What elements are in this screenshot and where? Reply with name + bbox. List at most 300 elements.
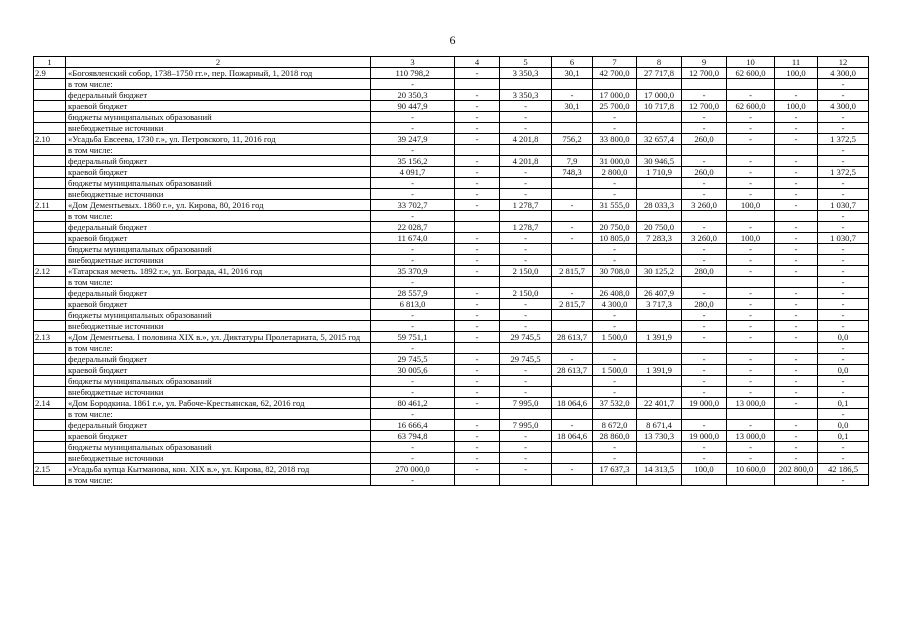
value-cell: - — [727, 255, 775, 266]
value-cell: - — [775, 255, 818, 266]
value-cell: 4 201,8 — [500, 134, 552, 145]
value-cell — [727, 79, 775, 90]
value-cell: - — [371, 409, 455, 420]
value-cell — [552, 409, 593, 420]
value-cell: 8 671,4 — [637, 420, 682, 431]
row-label: «Усадьба купца Кытманова, кон. XIX в.», ул. Кирова, 82, 2018 год — [66, 464, 371, 475]
value-cell: - — [455, 101, 500, 112]
object-row — [34, 68, 869, 79]
column-header: 7 — [593, 57, 637, 68]
value-cell — [637, 409, 682, 420]
row-label: «Богоявленский собор, 1738–1750 гг.», пер. Пожарный, 1, 2018 год — [66, 68, 371, 79]
value-cell — [775, 79, 818, 90]
value-cell: - — [818, 123, 869, 134]
value-cell: - — [552, 200, 593, 211]
value-cell — [682, 475, 727, 486]
value-cell: 1 030,7 — [818, 200, 869, 211]
value-cell: 28 613,7 — [552, 332, 593, 343]
row-index — [34, 387, 66, 398]
value-cell: - — [775, 453, 818, 464]
value-cell — [552, 123, 593, 134]
value-cell: - — [371, 145, 455, 156]
value-cell — [775, 409, 818, 420]
value-cell: 30 708,0 — [593, 266, 637, 277]
value-cell: 28 613,7 — [552, 365, 593, 376]
value-cell: - — [455, 167, 500, 178]
value-cell: 7 995,0 — [500, 398, 552, 409]
value-cell: - — [500, 167, 552, 178]
row-label: бюджеты муниципальных образований — [66, 112, 371, 123]
row-label: «Дом Дементьевых. 1860 г.», ул. Кирова, 80, 2016 год — [66, 200, 371, 211]
value-cell: 63 794,8 — [371, 431, 455, 442]
value-cell: - — [455, 233, 500, 244]
value-cell — [682, 211, 727, 222]
value-cell: 110 798,2 — [371, 68, 455, 79]
value-cell — [500, 409, 552, 420]
value-cell: - — [682, 255, 727, 266]
value-cell: - — [455, 365, 500, 376]
value-cell: - — [593, 123, 637, 134]
value-cell: 16 666,4 — [371, 420, 455, 431]
row-index — [34, 90, 66, 101]
table-row — [34, 453, 869, 464]
value-cell — [593, 79, 637, 90]
value-cell: - — [727, 310, 775, 321]
row-label: бюджеты муниципальных образований — [66, 310, 371, 321]
value-cell: 4 091,7 — [371, 167, 455, 178]
value-cell: - — [682, 189, 727, 200]
row-index — [34, 420, 66, 431]
value-cell: - — [371, 387, 455, 398]
value-cell: 30,1 — [552, 101, 593, 112]
value-cell — [552, 211, 593, 222]
value-cell: 17 637,3 — [593, 464, 637, 475]
value-cell: - — [727, 266, 775, 277]
value-cell: - — [500, 376, 552, 387]
column-header: 10 — [727, 57, 775, 68]
value-cell: - — [371, 178, 455, 189]
value-cell: - — [818, 79, 869, 90]
object-row — [34, 266, 869, 277]
value-cell: - — [500, 244, 552, 255]
value-cell: 17 000,0 — [593, 90, 637, 101]
value-cell: 1 710,9 — [637, 167, 682, 178]
value-cell: - — [593, 112, 637, 123]
value-cell: 3 350,3 — [500, 90, 552, 101]
value-cell: - — [818, 255, 869, 266]
value-cell: 100,0 — [775, 68, 818, 79]
value-cell: - — [775, 123, 818, 134]
row-index — [34, 167, 66, 178]
table-row — [34, 431, 869, 442]
row-index — [34, 145, 66, 156]
value-cell: - — [593, 310, 637, 321]
value-cell — [455, 343, 500, 354]
value-cell: 260,0 — [682, 167, 727, 178]
value-cell: - — [593, 178, 637, 189]
value-cell: - — [775, 222, 818, 233]
value-cell: - — [455, 420, 500, 431]
value-cell: 17 000,0 — [637, 90, 682, 101]
value-cell — [637, 145, 682, 156]
value-cell: - — [775, 365, 818, 376]
row-label: в том числе: — [66, 475, 371, 486]
value-cell — [552, 475, 593, 486]
value-cell — [500, 145, 552, 156]
value-cell: 4 201,8 — [500, 156, 552, 167]
value-cell: 12 700,0 — [682, 68, 727, 79]
row-index — [34, 277, 66, 288]
value-cell: 1 372,5 — [818, 167, 869, 178]
value-cell: - — [727, 321, 775, 332]
row-index — [34, 211, 66, 222]
row-label: бюджеты муниципальных образований — [66, 442, 371, 453]
row-label: внебюджетные источники — [66, 321, 371, 332]
value-cell: - — [727, 112, 775, 123]
value-cell: 14 313,5 — [637, 464, 682, 475]
column-header: 5 — [500, 57, 552, 68]
value-cell: 0,0 — [818, 420, 869, 431]
value-cell — [727, 475, 775, 486]
value-cell — [637, 211, 682, 222]
value-cell: 10 717,8 — [637, 101, 682, 112]
column-header: 1 — [34, 57, 66, 68]
value-cell: - — [500, 112, 552, 123]
value-cell: 22 028,7 — [371, 222, 455, 233]
value-cell: - — [593, 354, 637, 365]
value-cell: - — [727, 442, 775, 453]
value-cell: - — [727, 354, 775, 365]
row-label: «Усадьба Евсеева, 1730 г.», ул. Петровского, 11, 2016 год — [66, 134, 371, 145]
column-header: 6 — [552, 57, 593, 68]
value-cell: 62 600,0 — [727, 68, 775, 79]
value-cell: - — [500, 453, 552, 464]
row-label: федеральный бюджет — [66, 156, 371, 167]
value-cell: 756,2 — [552, 134, 593, 145]
value-cell — [682, 409, 727, 420]
value-cell: - — [552, 464, 593, 475]
value-cell — [682, 145, 727, 156]
value-cell: - — [727, 420, 775, 431]
row-index — [34, 178, 66, 189]
value-cell: - — [727, 123, 775, 134]
value-cell — [552, 277, 593, 288]
value-cell: - — [371, 255, 455, 266]
value-cell — [682, 343, 727, 354]
value-cell: 7,9 — [552, 156, 593, 167]
value-cell: 20 750,0 — [637, 222, 682, 233]
value-cell: 42 700,0 — [593, 68, 637, 79]
table-row — [34, 310, 869, 321]
value-cell: - — [727, 376, 775, 387]
value-cell — [637, 277, 682, 288]
row-label: федеральный бюджет — [66, 354, 371, 365]
row-index — [34, 112, 66, 123]
value-cell: 33 800,0 — [593, 134, 637, 145]
value-cell — [552, 442, 593, 453]
row-label: краевой бюджет — [66, 431, 371, 442]
value-cell — [500, 277, 552, 288]
value-cell — [637, 255, 682, 266]
row-label: внебюджетные источники — [66, 255, 371, 266]
value-cell: 1 278,7 — [500, 200, 552, 211]
row-index — [34, 475, 66, 486]
value-cell — [727, 409, 775, 420]
table-row — [34, 299, 869, 310]
table-row — [34, 167, 869, 178]
value-cell: - — [775, 244, 818, 255]
value-cell: 270 000,0 — [371, 464, 455, 475]
row-index: 2.12 — [34, 266, 66, 277]
row-index — [34, 321, 66, 332]
value-cell: 31 000,0 — [593, 156, 637, 167]
object-row — [34, 464, 869, 475]
value-cell — [455, 277, 500, 288]
table-row — [34, 244, 869, 255]
funding-table — [33, 56, 869, 486]
column-header: 12 — [818, 57, 869, 68]
value-cell — [682, 79, 727, 90]
value-cell: - — [775, 90, 818, 101]
value-cell: 10 600,0 — [727, 464, 775, 475]
column-header: 4 — [455, 57, 500, 68]
value-cell — [552, 145, 593, 156]
value-cell: - — [682, 332, 727, 343]
value-cell: 260,0 — [682, 134, 727, 145]
value-cell: - — [727, 288, 775, 299]
row-index: 2.13 — [34, 332, 66, 343]
row-label: «Татарская мечеть. 1892 г.», ул. Бограда, 41, 2016 год — [66, 266, 371, 277]
value-cell: 80 461,2 — [371, 398, 455, 409]
value-cell: - — [455, 332, 500, 343]
row-label: федеральный бюджет — [66, 90, 371, 101]
value-cell: - — [455, 310, 500, 321]
value-cell: 19 000,0 — [682, 431, 727, 442]
row-label: краевой бюджет — [66, 365, 371, 376]
value-cell: - — [818, 288, 869, 299]
value-cell: - — [455, 464, 500, 475]
value-cell — [637, 442, 682, 453]
value-cell: - — [552, 288, 593, 299]
row-label: в том числе: — [66, 211, 371, 222]
value-cell: - — [818, 90, 869, 101]
table-row — [34, 79, 869, 90]
row-label: в том числе: — [66, 277, 371, 288]
value-cell: - — [500, 464, 552, 475]
header-row — [34, 57, 869, 68]
value-cell: 280,0 — [682, 266, 727, 277]
value-cell: 7 995,0 — [500, 420, 552, 431]
value-cell: 1 278,7 — [500, 222, 552, 233]
value-cell: 11 674,0 — [371, 233, 455, 244]
value-cell: - — [818, 376, 869, 387]
value-cell: - — [818, 387, 869, 398]
value-cell — [637, 79, 682, 90]
value-cell: - — [455, 178, 500, 189]
value-cell: - — [775, 233, 818, 244]
value-cell: 26 408,0 — [593, 288, 637, 299]
value-cell: - — [682, 156, 727, 167]
value-cell: - — [682, 420, 727, 431]
value-cell: - — [682, 112, 727, 123]
row-label: в том числе: — [66, 343, 371, 354]
table-row — [34, 211, 869, 222]
table-row — [34, 343, 869, 354]
value-cell: 280,0 — [682, 299, 727, 310]
value-cell: - — [455, 266, 500, 277]
row-index — [34, 255, 66, 266]
table-row — [34, 277, 869, 288]
value-cell: - — [593, 255, 637, 266]
value-cell: - — [593, 453, 637, 464]
value-cell: - — [500, 365, 552, 376]
value-cell: - — [500, 123, 552, 134]
value-cell — [552, 343, 593, 354]
value-cell — [455, 222, 500, 233]
value-cell — [727, 277, 775, 288]
row-label: бюджеты муниципальных образований — [66, 244, 371, 255]
value-cell: - — [775, 354, 818, 365]
value-cell: - — [552, 90, 593, 101]
value-cell: - — [818, 112, 869, 123]
value-cell: - — [818, 156, 869, 167]
row-index — [34, 376, 66, 387]
value-cell: 29 745,5 — [500, 332, 552, 343]
value-cell: - — [682, 321, 727, 332]
row-index — [34, 233, 66, 244]
column-header: 11 — [775, 57, 818, 68]
value-cell: - — [371, 79, 455, 90]
value-cell: - — [552, 222, 593, 233]
value-cell — [727, 211, 775, 222]
row-index — [34, 343, 66, 354]
value-cell: 90 447,9 — [371, 101, 455, 112]
value-cell: - — [500, 178, 552, 189]
value-cell: - — [371, 189, 455, 200]
value-cell — [552, 112, 593, 123]
value-cell: - — [593, 387, 637, 398]
value-cell: 20 350,3 — [371, 90, 455, 101]
table-body — [34, 57, 869, 486]
value-cell: 3 260,0 — [682, 200, 727, 211]
value-cell — [637, 112, 682, 123]
value-cell: 20 750,0 — [593, 222, 637, 233]
value-cell — [552, 244, 593, 255]
row-index — [34, 453, 66, 464]
value-cell — [775, 145, 818, 156]
value-cell: - — [818, 475, 869, 486]
value-cell: - — [552, 233, 593, 244]
table-row — [34, 145, 869, 156]
row-index — [34, 365, 66, 376]
row-label: в том числе: — [66, 79, 371, 90]
value-cell: - — [775, 398, 818, 409]
value-cell: - — [552, 354, 593, 365]
value-cell: 8 672,0 — [593, 420, 637, 431]
row-index — [34, 409, 66, 420]
value-cell: 25 700,0 — [593, 101, 637, 112]
table-row — [34, 90, 869, 101]
value-cell: 1 391,9 — [637, 332, 682, 343]
row-label: внебюджетные источники — [66, 453, 371, 464]
value-cell: - — [818, 266, 869, 277]
value-cell — [552, 321, 593, 332]
value-cell: - — [593, 442, 637, 453]
column-header: 3 — [371, 57, 455, 68]
value-cell: 7 283,3 — [637, 233, 682, 244]
value-cell: - — [818, 321, 869, 332]
value-cell: - — [775, 288, 818, 299]
table-row — [34, 222, 869, 233]
value-cell: - — [371, 211, 455, 222]
value-cell: 748,3 — [552, 167, 593, 178]
row-label: в том числе: — [66, 409, 371, 420]
value-cell: 1 500,0 — [593, 332, 637, 343]
value-cell: - — [500, 255, 552, 266]
value-cell — [593, 277, 637, 288]
value-cell — [593, 211, 637, 222]
value-cell: - — [775, 442, 818, 453]
value-cell: - — [455, 321, 500, 332]
value-cell: 29 745,5 — [500, 354, 552, 365]
table-row — [34, 420, 869, 431]
value-cell — [593, 343, 637, 354]
value-cell: - — [775, 321, 818, 332]
value-cell: - — [500, 321, 552, 332]
value-cell: - — [727, 134, 775, 145]
table-row — [34, 101, 869, 112]
value-cell: 30 125,2 — [637, 266, 682, 277]
value-cell: - — [500, 310, 552, 321]
value-cell: 10 805,0 — [593, 233, 637, 244]
value-cell — [637, 178, 682, 189]
value-cell: - — [818, 343, 869, 354]
value-cell: - — [682, 387, 727, 398]
value-cell: 100,0 — [727, 200, 775, 211]
value-cell: - — [818, 409, 869, 420]
value-cell: - — [682, 288, 727, 299]
value-cell: - — [682, 376, 727, 387]
value-cell — [455, 475, 500, 486]
value-cell — [552, 310, 593, 321]
row-index: 2.9 — [34, 68, 66, 79]
value-cell: 30 946,5 — [637, 156, 682, 167]
value-cell — [455, 145, 500, 156]
row-label: бюджеты муниципальных образований — [66, 376, 371, 387]
value-cell: 22 401,7 — [637, 398, 682, 409]
value-cell: 18 064,6 — [552, 431, 593, 442]
value-cell: 35 370,9 — [371, 266, 455, 277]
value-cell: - — [371, 475, 455, 486]
value-cell: 13 730,3 — [637, 431, 682, 442]
value-cell: - — [371, 123, 455, 134]
value-cell: - — [682, 222, 727, 233]
value-cell: - — [775, 189, 818, 200]
value-cell — [500, 211, 552, 222]
value-cell — [552, 453, 593, 464]
value-cell — [552, 178, 593, 189]
row-label: «Дом Дементьева. I половина XIX в.», ул. Диктатуры Пролетариата, 5, 2015 год — [66, 332, 371, 343]
object-row — [34, 398, 869, 409]
column-header: 2 — [66, 57, 371, 68]
value-cell: 13 000,0 — [727, 431, 775, 442]
value-cell: - — [818, 211, 869, 222]
value-cell: 1 391,9 — [637, 365, 682, 376]
value-cell: - — [500, 101, 552, 112]
value-cell: - — [455, 354, 500, 365]
value-cell: 32 657,4 — [637, 134, 682, 145]
value-cell — [552, 387, 593, 398]
